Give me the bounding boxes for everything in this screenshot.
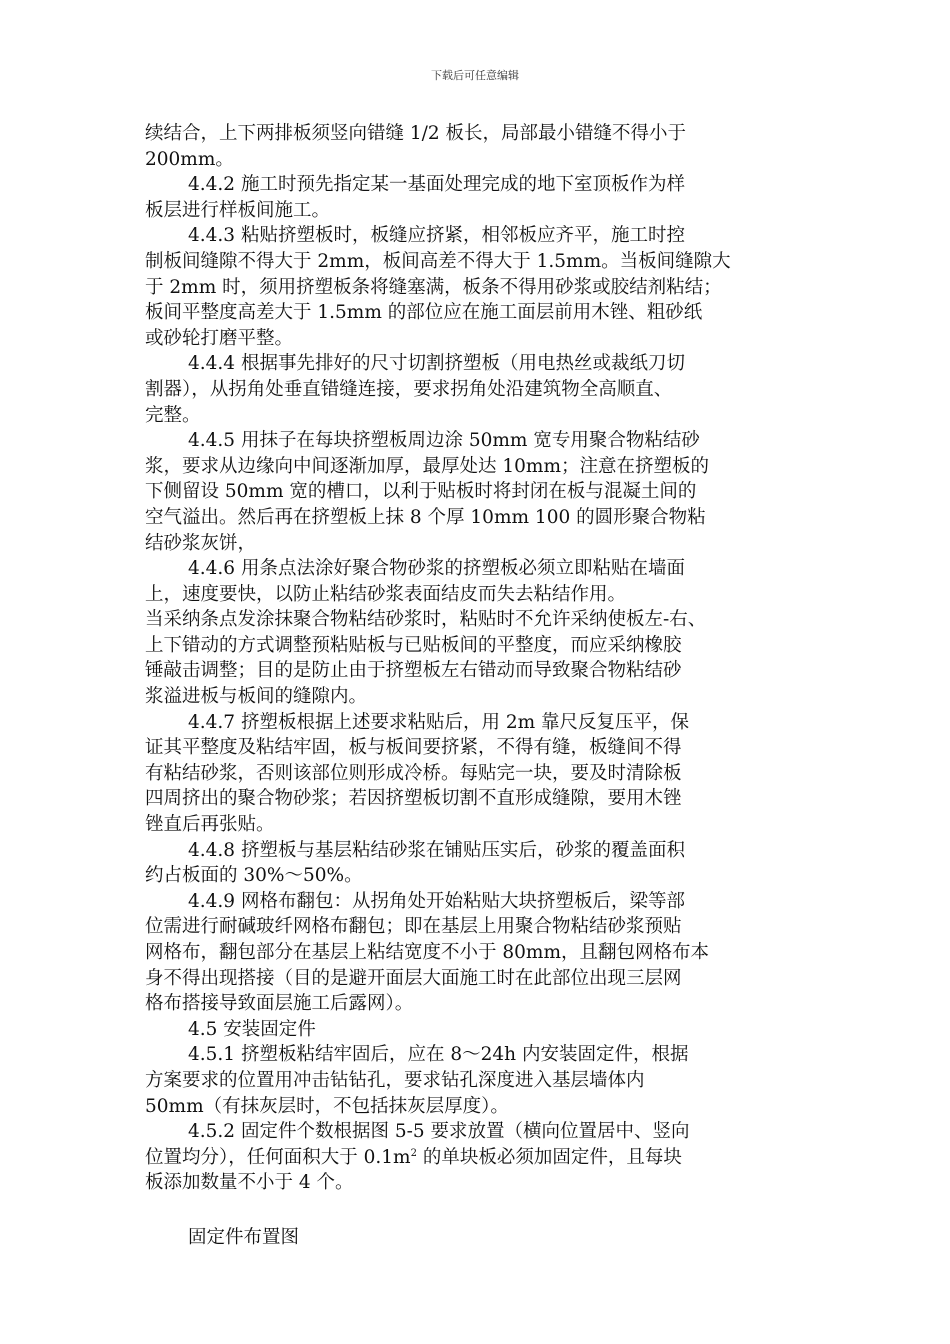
- section-heading: 4.5 安装固定件: [188, 1018, 316, 1040]
- text-line: 约占板面的 30%～50%。: [145, 865, 363, 887]
- text-line: 200mm。: [145, 148, 234, 170]
- text-line: 位需进行耐碱玻纤网格布翻包；即在基层上用聚合物粘结砂浆预贴: [145, 916, 682, 938]
- text-line: 下侧留设 50mm 宽的槽口，以利于贴板时将封闭在板与混凝土间的: [145, 481, 697, 503]
- page-header: 下载后可任意编辑: [431, 69, 519, 82]
- superscript: 2: [410, 1147, 417, 1159]
- spacer: [145, 1196, 820, 1225]
- text-line: 4.4.4 根据事先排好的尺寸切割挤塑板（用电热丝或裁纸刀切: [188, 353, 685, 375]
- text-line: 于 2mm 时，须用挤塑板条将缝塞满，板条不得用砂浆或胶结剂粘结；: [145, 276, 722, 298]
- text-line: 网格布，翻包部分在基层上粘结宽度不小于 80mm，且翻包网格布本: [145, 942, 710, 963]
- text-line: 浆，要求从边缘向中间逐渐加厚，最厚处达 10mm；注意在挤塑板的: [145, 455, 710, 477]
- text-line: 完整。: [145, 404, 201, 426]
- text-line: 板层进行样板间施工。: [145, 199, 331, 221]
- text-line: 50mm（有抹灰层时，不包括抹灰层厚度）。: [145, 1095, 509, 1117]
- text-line: 锤敲击调整；目的是防止由于挤塑板左右错动而导致聚合物粘结砂: [145, 660, 682, 682]
- text-line: 4.4.5 用抹子在每块挤塑板周边涂 50mm 宽专用聚合物粘结砂: [188, 430, 700, 452]
- text-segment: 的单块板必须加固定件，且每块: [416, 1146, 682, 1168]
- text-line: 上，速度要快，以防止粘结砂浆表面结皮而失去粘结作用。: [145, 583, 627, 605]
- text-line: 证其平整度及粘结牢固，板与板间要挤紧，不得有缝，板缝间不得: [145, 737, 682, 759]
- text-line: 四周挤出的聚合物砂浆；若因挤塑板切割不直形成缝隙，要用木锉: [145, 788, 682, 810]
- text-line: 浆溢进板与板间的缝隙内。: [145, 686, 368, 708]
- text-line: 4.4.2 施工时预先指定某一基面处理完成的地下室顶板作为样: [188, 174, 685, 196]
- text-line: 4.5.2 固定件个数根据图 5-5 要求放置（横向位置居中、竖向: [188, 1121, 690, 1143]
- text-line: 4.4.7 挤塑板根据上述要求粘贴后，用 2m 靠尺反复压平，保: [188, 711, 690, 733]
- text-line: 有粘结砂浆，否则该部位则形成冷桥。每贴完一块，要及时清除板: [145, 762, 682, 784]
- text-line: 身不得出现搭接（目的是避开面层大面施工时在此部位出现三层网: [145, 967, 682, 989]
- text-line: 4.5.1 挤塑板粘结牢固后，应在 8～24h 内安装固定件，根据: [188, 1044, 689, 1066]
- text-line: 格布搭接导致面层施工后露网）。: [145, 993, 414, 1015]
- text-line: 或砂轮打磨平整。: [145, 327, 294, 349]
- text-line: 板间平整度高差大于 1.5mm 的部位应在施工面层前用木锉、粗砂纸: [145, 302, 703, 324]
- text-line: [145, 1145, 820, 1171]
- figure-caption: 固定件布置图: [188, 1226, 300, 1248]
- text-line: 板添加数量不小于 4 个。: [145, 1172, 354, 1194]
- text-line: 上下错动的方式调整预粘贴板与已贴板间的平整度，而应采纳橡胶: [145, 634, 682, 656]
- text-segment: 位置均分），任何面积大于 0.1m: [145, 1146, 411, 1168]
- text-line: 结砂浆灰饼，: [145, 532, 257, 554]
- text-line: 4.4.8 挤塑板与基层粘结砂浆在铺贴压实后，砂浆的覆盖面积: [188, 839, 685, 861]
- document-body: [145, 121, 820, 1251]
- text-line: 空气溢出。然后再在挤塑板上抹 8 个厚 10mm 100 的圆形聚合物粘: [145, 506, 706, 528]
- text-line: 4.4.6 用条点法涂好聚合物砂浆的挤塑板必须立即粘贴在墙面: [188, 558, 685, 580]
- text-line: 锉直后再张贴。: [145, 814, 275, 836]
- text-line: 割器），从拐角处垂直错缝连接，要求拐角处沿建筑物全高顺直、: [145, 378, 673, 400]
- text-line: 制板间缝隙不得大于 2mm，板间高差不得大于 1.5mm。当板间缝隙大: [145, 250, 731, 272]
- text-line: 4.4.3 粘贴挤塑板时，板缝应挤紧，相邻板应齐平，施工时控: [188, 225, 685, 247]
- text-line: 续结合，上下两排板须竖向错缝 1/2 板长，局部最小错缝不得小于: [145, 123, 687, 144]
- text-line: 4.4.9 网格布翻包：从拐角处开始粘贴大块挤塑板后，梁等部: [188, 890, 685, 912]
- text-line: 当采纳条点发涂抹聚合物粘结砂浆时，粘贴时不允许采纳使板左-右、: [145, 609, 707, 631]
- text-line: 方案要求的位置用冲击钻钻孔，要求钻孔深度进入基层墙体内: [145, 1069, 645, 1091]
